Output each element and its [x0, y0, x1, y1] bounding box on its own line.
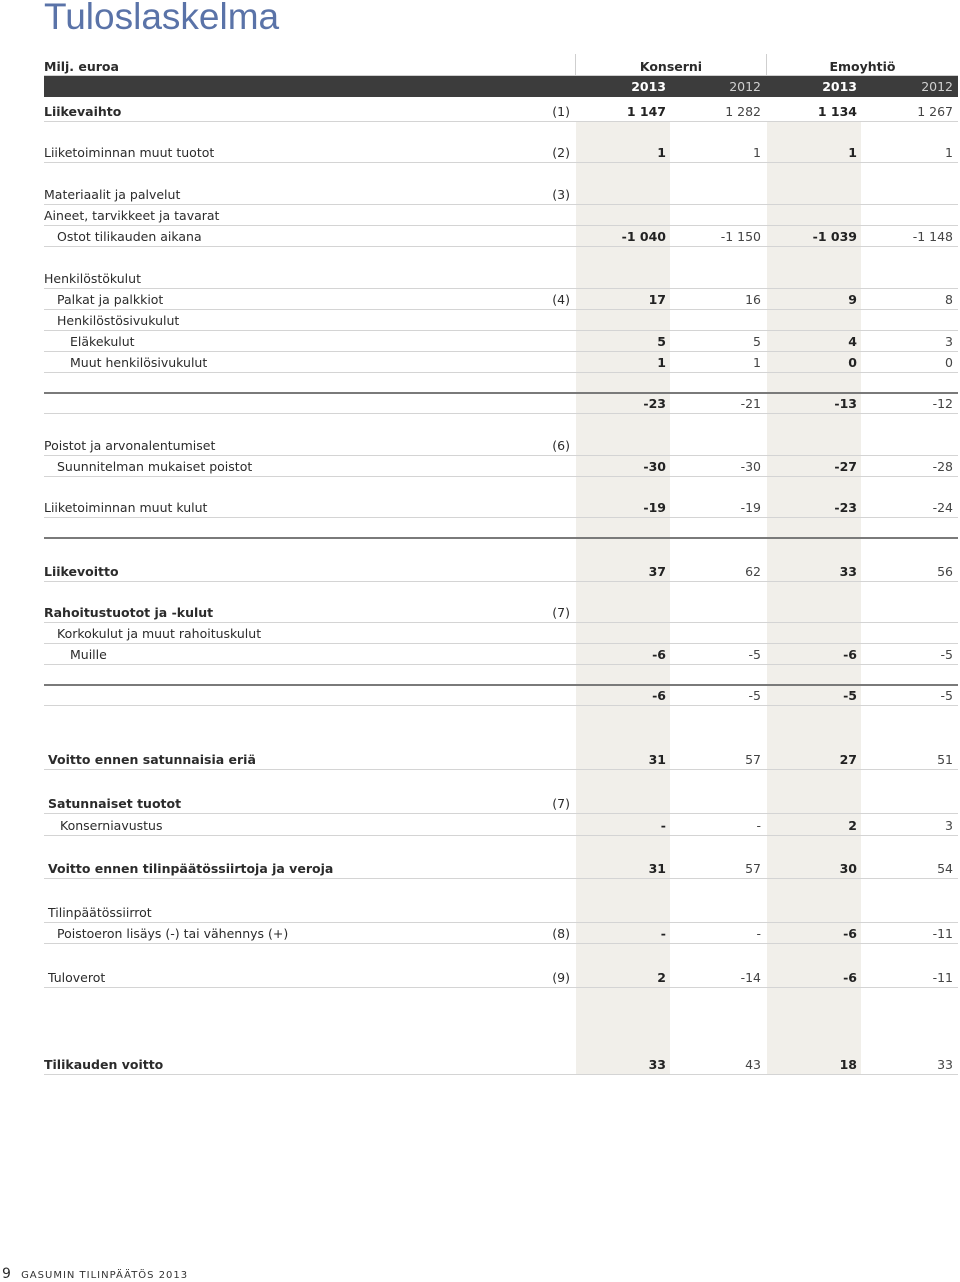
row-value: 27 — [839, 752, 857, 767]
table-row — [0, 749, 960, 770]
row-value: 33 — [937, 1057, 953, 1072]
table-row — [0, 644, 960, 665]
row-value: -14 — [740, 970, 761, 985]
unit-label: Milj. euroa — [44, 59, 119, 74]
row-label: Rahoitustuotot ja -kulut — [44, 605, 214, 620]
row-value: -19 — [643, 500, 666, 515]
row-note-ref: (2) — [552, 145, 570, 160]
row-label: Korkokulut ja muut rahoituskulut — [57, 626, 262, 641]
row-value: -28 — [932, 459, 953, 474]
table-row — [0, 923, 960, 944]
row-label: Suunnitelman mukaiset poistot — [57, 459, 253, 474]
year-konserni-2013: 2013 — [631, 79, 666, 94]
row-label: Henkilöstökulut — [44, 271, 141, 286]
row-value: 3 — [945, 334, 953, 349]
row-rule — [44, 878, 958, 879]
row-value: -5 — [843, 688, 857, 703]
row-note-ref: (7) — [552, 796, 570, 811]
row-rule — [44, 581, 958, 582]
row-value: -1 150 — [720, 229, 761, 244]
row-value: 0 — [945, 355, 953, 370]
row-label: Liiketoiminnan muut kulut — [44, 500, 208, 515]
row-value: -1 148 — [912, 229, 953, 244]
row-value: -23 — [834, 500, 857, 515]
table-row — [0, 310, 960, 331]
row-value: 62 — [745, 564, 761, 579]
row-label: Materiaalit ja palvelut — [44, 187, 181, 202]
row-label: Poistoeron lisäys (-) tai vähennys (+) — [57, 926, 289, 941]
table-row — [0, 1054, 960, 1075]
row-value: 56 — [937, 564, 953, 579]
row-value: 5 — [657, 334, 666, 349]
row-value: 37 — [648, 564, 666, 579]
row-value: -30 — [740, 459, 761, 474]
footer-brand: GASUMIN TILINPÄÄTÖS 2013 — [21, 1270, 189, 1281]
row-value: 57 — [745, 752, 761, 767]
row-value: 1 — [753, 355, 761, 370]
table-row — [0, 815, 960, 836]
table-row — [0, 101, 960, 122]
row-value: 1 147 — [626, 104, 666, 119]
row-rule — [44, 246, 958, 247]
table-row — [0, 967, 960, 988]
row-label: Tuloverot — [48, 970, 106, 985]
row-value: 57 — [745, 861, 761, 876]
row-rule — [44, 476, 958, 477]
row-note-ref: (3) — [552, 187, 570, 202]
subtotal-rule — [44, 537, 958, 539]
row-value: 51 — [937, 752, 953, 767]
row-label: Satunnaiset tuotot — [48, 796, 182, 811]
row-value: 0 — [848, 355, 857, 370]
table-row — [0, 561, 960, 582]
row-note-ref: (1) — [552, 104, 570, 119]
table-row — [0, 602, 960, 623]
row-rule — [44, 372, 958, 373]
table-row — [0, 435, 960, 456]
row-value: 5 — [753, 334, 761, 349]
row-value: 8 — [945, 292, 953, 307]
row-label: Tilinpäätössiirrot — [48, 905, 152, 920]
row-label: Konserniavustus — [60, 818, 163, 833]
table-row — [0, 793, 960, 814]
table-row — [0, 623, 960, 644]
row-value: -6 — [843, 647, 857, 662]
row-note-ref: (7) — [552, 605, 570, 620]
row-value: 33 — [648, 1057, 666, 1072]
row-value: 1 — [848, 145, 857, 160]
row-value: 3 — [945, 818, 953, 833]
row-value: - — [756, 926, 761, 941]
table-row — [0, 858, 960, 879]
row-label: Voitto ennen tilinpäätössiirtoja ja veroja — [48, 861, 334, 876]
row-value: -5 — [940, 688, 953, 703]
row-value: - — [660, 926, 666, 941]
row-value: 1 — [657, 355, 666, 370]
row-value: -19 — [740, 500, 761, 515]
row-value: -5 — [940, 647, 953, 662]
table-row — [0, 184, 960, 205]
row-rule — [44, 943, 958, 944]
row-rule — [44, 705, 958, 706]
year-emoyhtio-2012: 2012 — [921, 79, 953, 94]
row-note-ref: (9) — [552, 970, 570, 985]
row-value: -27 — [834, 459, 857, 474]
row-value: -6 — [843, 926, 857, 941]
row-note-ref: (8) — [552, 926, 570, 941]
row-value: 43 — [745, 1057, 761, 1072]
row-value: -21 — [740, 396, 761, 411]
row-rule — [44, 769, 958, 770]
row-value: 9 — [848, 292, 857, 307]
row-rule — [44, 1074, 958, 1075]
row-value: 33 — [839, 564, 857, 579]
table-row — [0, 685, 960, 706]
row-value: 1 282 — [725, 104, 761, 119]
row-value: - — [660, 818, 666, 833]
row-label: Liikevoitto — [44, 564, 119, 579]
row-value: -12 — [932, 396, 953, 411]
row-value: -1 039 — [812, 229, 857, 244]
table-row — [0, 268, 960, 289]
row-value: -30 — [643, 459, 666, 474]
year-emoyhtio-2013: 2013 — [822, 79, 857, 94]
row-value: -6 — [652, 647, 666, 662]
table-row — [0, 142, 960, 163]
row-value: 31 — [648, 861, 666, 876]
row-label: Aineet, tarvikkeet ja tavarat — [44, 208, 220, 223]
row-label: Muut henkilösivukulut — [70, 355, 208, 370]
row-value: 1 134 — [817, 104, 857, 119]
row-value: 54 — [937, 861, 953, 876]
table-row — [0, 226, 960, 247]
page-title: Tuloslaskelma — [44, 0, 280, 37]
row-value: -11 — [932, 970, 953, 985]
row-label: Poistot ja arvonalentumiset — [44, 438, 216, 453]
row-value: 31 — [648, 752, 666, 767]
row-value: -6 — [652, 688, 666, 703]
group-header-konserni: Konserni — [639, 59, 703, 74]
group-header-emoyhtio: Emoyhtiö — [829, 59, 896, 74]
row-rule — [44, 121, 958, 122]
row-value: 16 — [745, 292, 761, 307]
row-value: -5 — [748, 688, 761, 703]
table-row — [0, 456, 960, 477]
row-value: 18 — [839, 1057, 857, 1072]
row-rule — [44, 162, 958, 163]
row-label: Tilikauden voitto — [44, 1057, 164, 1072]
row-value: -13 — [834, 396, 857, 411]
row-label: Palkat ja palkkiot — [57, 292, 164, 307]
row-value: 1 — [657, 145, 666, 160]
row-label: Henkilöstösivukulut — [57, 313, 180, 328]
table-row — [0, 393, 960, 414]
row-value: 2 — [848, 818, 857, 833]
page-number: 9 — [2, 1266, 11, 1282]
row-label: Liiketoiminnan muut tuotot — [44, 145, 215, 160]
row-label: Muille — [70, 647, 107, 662]
row-rule — [44, 664, 958, 665]
table-row — [0, 497, 960, 518]
row-value: 17 — [648, 292, 666, 307]
row-label: Voitto ennen satunnaisia eriä — [48, 752, 256, 767]
row-label: Ostot tilikauden aikana — [57, 229, 202, 244]
row-label: Liikevaihto — [44, 104, 122, 119]
row-value: -24 — [932, 500, 953, 515]
row-value: -23 — [643, 396, 666, 411]
row-value: 1 — [945, 145, 953, 160]
row-value: 1 267 — [917, 104, 953, 119]
row-rule — [44, 413, 958, 414]
row-label: Eläkekulut — [70, 334, 135, 349]
row-value: -6 — [843, 970, 857, 985]
row-value: -1 040 — [621, 229, 666, 244]
row-rule — [44, 517, 958, 518]
table-row — [0, 902, 960, 923]
row-value: -5 — [748, 647, 761, 662]
row-value: 2 — [657, 970, 666, 985]
table-row — [0, 289, 960, 310]
row-note-ref: (4) — [552, 292, 570, 307]
row-value: -11 — [932, 926, 953, 941]
row-value: 4 — [848, 334, 857, 349]
year-konserni-2012: 2012 — [729, 79, 761, 94]
row-rule — [44, 987, 958, 988]
row-value: 30 — [839, 861, 857, 876]
row-value: 1 — [753, 145, 761, 160]
table-row — [0, 352, 960, 373]
table-row — [0, 205, 960, 226]
table-row — [0, 331, 960, 352]
row-rule — [44, 835, 958, 836]
row-rule — [44, 813, 958, 814]
row-value: - — [756, 818, 761, 833]
row-note-ref: (6) — [552, 438, 570, 453]
